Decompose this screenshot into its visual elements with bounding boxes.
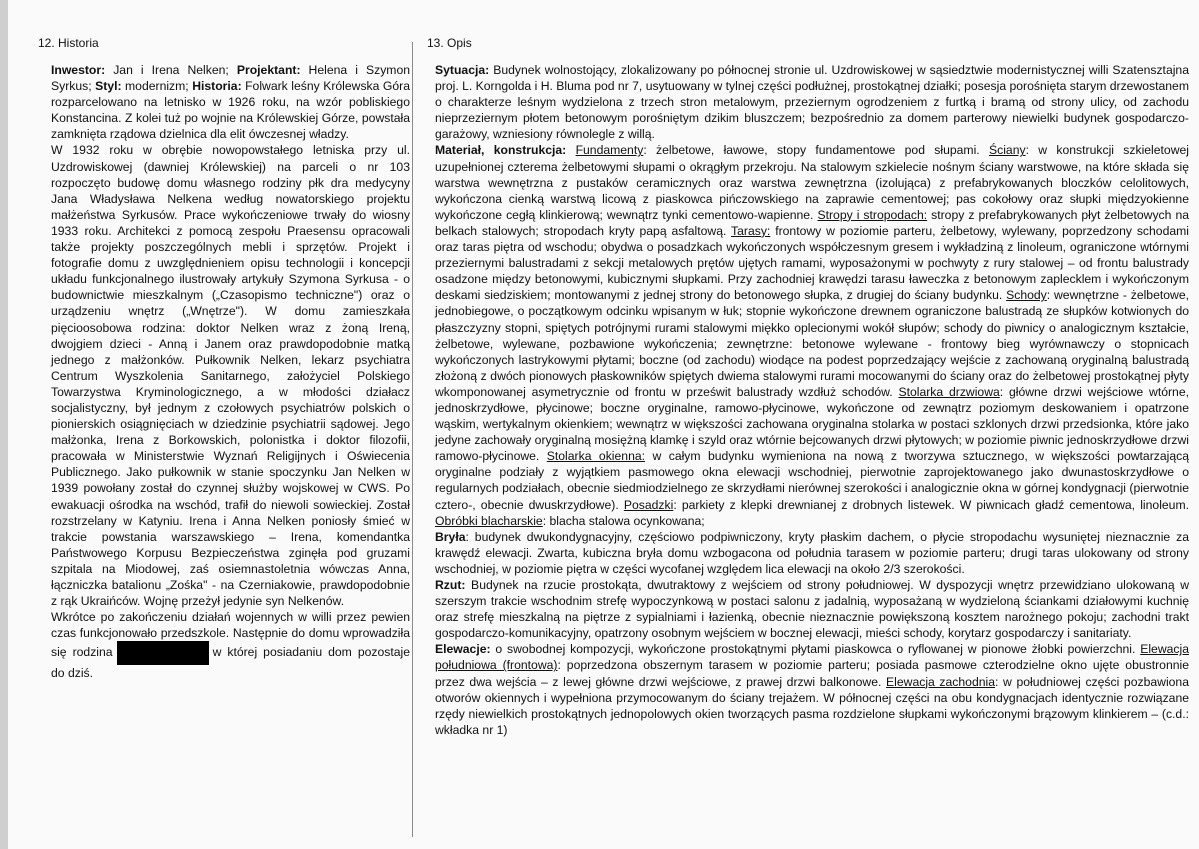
elewacje-text: o swobodnej kompozycji, wykończone prostokątnymi płytami piaskowca o ryflowanej w pionowe żłobki powierzchni. — [490, 642, 1141, 657]
label-fundamenty: Fundamenty — [575, 143, 644, 158]
history-paragraph-3 — [38, 609, 410, 681]
label-material: Materiał, konstrukcja: — [435, 143, 567, 158]
history-paragraph-3-start: Wkrótce po zakończeniu działań wojennych w willi przez pewien czas funkcjonowało przedszkole. Następnie do domu wprowadziła się rodzina — [51, 610, 410, 660]
label-elewacja-poludniowa: Elewacja południowa (frontowa) — [435, 642, 1189, 673]
label-obrobki: Obróbki blacharskie — [435, 513, 543, 528]
inwestor-value: Jan i Irena Nelken; — [105, 63, 237, 77]
label-rzut: Rzut: — [435, 578, 466, 592]
styl-value: modernizm; — [121, 79, 193, 94]
paragraph-material — [427, 142, 1189, 528]
column-divider — [412, 42, 413, 837]
history-paragraph-1 — [38, 62, 410, 142]
paragraph-rzut — [427, 577, 1189, 641]
bryla-text: : budynek dwukondygnacyjny, częściowo podpiwniczony, kryty płaskim dachem, o płycie stropodachu wysuniętej nieznacznie za krawędź elewacji. Zwarta, kubiczna bryła domu wzbogacona od południa tarasem w poziomie parteru; drugi taras ulokowany od strony wschodniej, w poziomie piętra w części wycofanej względem lica elewacji na około 2/3 szerokości. — [435, 529, 1189, 576]
label-stropy: Stropy i stropodach: — [817, 207, 928, 222]
tarasy-text: frontowy w poziomie parteru, żelbetowy, wylewany, poprzedzony schodami oraz taras piętra od wschodu; obydwa o posadzkach wykończonych współczesnym gresem i wykładziną z linoleum, ograniczone wtórnymi przeziernymi balustradami z sekcji metalowych prętów ujętych ramami, wyposażonymi w pochwyty z rury stalowej – od frontu balustrady osadzone między betonowymi, kubicznymi słupkami. Przy zachodniej krawędzi tarasu ławeczka z betonowym zaplecklem i wykończonym deskami siedziskiem; montowanymi z jednej strony do betonowego słupka, z drugiej do ściany budynku. — [435, 223, 1189, 303]
label-stolarka-okienna: Stolarka okienna: — [546, 449, 646, 464]
label-elewacja-zachodnia: Elewacja zachodnia — [886, 674, 995, 689]
paragraph-sytuacja — [427, 62, 1189, 142]
label-schody: Schody — [1006, 288, 1047, 303]
label-posadzki: Posadzki — [623, 497, 674, 512]
history-column — [38, 36, 410, 681]
label-inwestor: Inwestor: — [51, 63, 106, 77]
redaction-bar — [117, 641, 209, 665]
label-sciany: Ściany — [989, 143, 1026, 158]
obrobki-text: : blacha stalowa ocynkowana; — [542, 513, 705, 528]
fundamenty-text: : żelbetowe, ławowe, stopy fundamentowe pod słupami. — [643, 143, 989, 158]
label-elewacje: Elewacje: — [435, 642, 491, 657]
sciany-text: : w konstrukcji szkieletowej uzupełnionej czterema żelbetowymi słupami o okrągłym przekroju. Na stalowym szkielecie nośnym ściany warstwowe, na które składa się warstwa wewnętrzna z pustaków ceramicznych oraz warstwa zewnętrzna (izolująca) z prefabrykowanych bloczków celolitowych, wykończona cienką warstwą licową z piaskowca pińczowskiego na zaprawie cementowej; pas cokołowy oraz słupki międzyokienne wykończone cegłą klinkierową; wewnątrz tynki cementowo-wapienne. — [435, 143, 1189, 222]
posadzki-text: : parkiety z klepki drewnianej z drobnych listewek. W piwnicach gładź cementowa, linoleum. — [673, 497, 1189, 512]
section-heading-opis: 13. Opis — [427, 36, 472, 50]
stropy-text: stropy z prefabrykowanych płyt żelbetowych na belkach stalowych; stropodach kryty papą asfaltową. — [435, 207, 1190, 238]
schody-text: : wewnętrzne - żelbetowe, jednobiegowe, o początkowym odcinku wpisanym w łuk; stopnie wykończone drewnem ograniczone balustradą ze słupków kotwionych do płaszczyzny stopni, spiętych potrójnymi rurami stalowymi miękko oplecionymi wokół słupów; schody do piwnicy o analogicznym kształcie, żelbetowe, wylewane, pozbawione wykończenia; zewnętrzne: betonowe wylewane - frontowy bieg wyrównawczy o stopnicach wykończonych lastrykowymi płytami; boczne (od zachodu) wiodące na podest poprzedzający wejście z zachowaną oryginalną balustradą złożoną z dwóch pionowych płaskowników spiętych dwiema stalowymi rurami mocowanymi do ściany oraz do żelbetowej prostokątnej płyty wkomponowanej asymetrycznie od frontu w prześwit balustrady wzdłuż schodów. — [435, 288, 1189, 399]
elewacja-poludniowa-text: : poprzedzona obszernym tarasem w poziomie parteru; posiada pasmowe czterodzielne okno ujęte obustronnie przez dwa wejścia – z lewej główne drzwi wejściowe, z prawej drzwi balkonowe. — [435, 658, 1189, 689]
sytuacja-text: Budynek wolnostojący, zlokalizowany po północnej stronie ul. Uzdrowiskowej w sąsiedztwie modernistycznej willi Szatensztajna proj. L. Korngolda i H. Bluma pod nr 7, usytuowany w tylnej części podłużnej, prostokątnej działki; posesja porośnięta starym drzewostanem o charakterze leśnym wydzielona z trzech stron metalowym, przeziernym ogrodzeniem z furtką i bramą od strony ulicy, od zachodu nieprzeziernym płotem betonowym porośniętym dzikim bluszczem; bezpośrednio za domem parterowy niewielki budynek gospodarczo-garażowy, wzniesiony równolegle z willą. — [435, 63, 1189, 142]
rzut-text: Budynek na rzucie prostokąta, dwutraktowy z wejściem od strony południowej. W dyspozycji wnętrz przewidziano ulokowaną w szerszym trakcie wschodnim strefę wypoczynkową w postaci salonu z jadalnią, wyposażaną w wydzieloną ściankami działowymi kuchnię oraz strefę mieszkalną na piętrze z sypialniami i łazienką, obecnie nieznacznie powiększoną kosztem narożnego pokoju; zachodni trakt gospodarczo-komunikacyjny, opatrzony osobnym wejściem w bocznej elewacji, mieści schody, korytarz gospodarczy i sanitariaty. — [435, 578, 1189, 641]
label-projektant: Projektant: — [236, 63, 301, 77]
paragraph-elewacje — [427, 641, 1189, 738]
scan-edge — [0, 0, 8, 849]
description-column — [427, 36, 1189, 738]
paragraph-bryla — [427, 529, 1189, 577]
stolarka-okienna-text: w całym budynku wymieniona na nową z tworzywa sztucznego, w większości powtarzającą oryginalne podziały z wyjątkiem pasmowego okna elewacji wschodniej, pierwotnie zaprojektowanego jako dwunastoskrzydłowe o regularnych podziałach, obecnie siedmiodzielnego ze skrzydłami nierównej szerokości i analogicznie okna w górnej kondygnacji (pierwotnie cztero-, obecnie dwuskrzydłowe). — [435, 449, 1189, 512]
historia-value: Folwark leśny Królewska Góra rozparcelowano na letnisko w 1926 roku, na wzór pobliskiego Konstancina. Z kolei tuż po wojnie na Królewskiej Górze, powstała zamknięta rządowa dzielnica dla elit ówczesnej władzy. — [51, 79, 410, 142]
label-sytuacja: Sytuacja: — [435, 63, 490, 77]
label-tarasy: Tarasy: — [731, 223, 771, 238]
label-styl: Styl: — [95, 79, 122, 94]
label-bryla: Bryła — [435, 529, 466, 544]
section-heading-historia: 12. Historia — [38, 36, 99, 50]
history-paragraph-2: W 1932 roku w obrębie nowopowstałego letniska przy ul. Uzdrowiskowej (dawniej Królewskiej) na parceli o nr 103 rozpoczęto budowę domu własnego rodziny płk dra medycyny Jana Władysława Nelkena według nowatorskiego projektu małżeństwa Syrkusów. Prace wykończeniowe trwały do wiosny 1933 roku. Architekci z pomocą zespołu Praesensu opracowali także projekty poszczególnych mebli i sprzętów. Projekt i fotografie domu z uwzględnieniem opisu technologii i koncepcji układu funkcjonalnego ilustrowały artykuły Szymona Syrkusa - o budownictwie mieszkalnym („Czasopismo techniczne") oraz o urządzeniu wnętrz („Wnętrze"). W domu zamieszkała pięcioosobowa rodzina: doktor Nelken wraz z żoną Ireną, dwojgiem dzieci - Anną i Janem oraz prawdopodobnie matką jednego z małżonków. Pułkownik Nelken, lekarz psychiatra Centrum Wyszkolenia Sanitarnego, założyciel Polskiego Towarzystwa Kryminologicznego, a w młodości działacz socjalistyczny, był jednym z czołowych psychiatrów polskich o pionierskich osiągnięciach w dziedzinie psychiatrii sądowej. Jego małżonka, Irena z Borkowskich, polonistka i doktor filozofii, pracowała w Ministerstwie Wyznań Religijnych i Oświecenia Publicznego. Jako pułkownik w stanie spoczynku Jan Nelken w 1939 powołany został do czynnej służby wojskowej w CWS. Po ewakuacji ośrodka na wschód, trafił do niewoli sowieckiej. Został rozstrzelany w Katyniu. Irena i Anna Nelken poniosły śmieć w trakcie powstania warszawskiego – Irena, komendantka Państwowego Korpusu Bezpieczeństwa zginęła pod gruzami szpitala na Miodowej, zaś osiemnastoletnia wówczas Anna, łączniczka batalionu „Zośka" - na Czerniakowie, prawdopodobnie z rąk Ukraińców. Wojnę przeżył jedynie syn Nelkenów. — [51, 143, 410, 609]
label-historia: Historia: — [192, 79, 242, 94]
projektant-value: Helena i Szymon Syrkus; — [51, 63, 410, 94]
elewacja-zachodnia-text: : w południowej części pozbawiona otworów okiennych i wypełniona przymocowanym do ściany trejażem. W północnej części na obu kondygnacjach identycznie rozwiązane rzędy niewielkich prostokątnych jednopolowych okien tworzących pasma rozdzielone słupkami wykończonymi brązowym klinkierem – (c.d.: wkładka nr 1) — [435, 674, 1189, 737]
label-stolarka-drzwiowa: Stolarka drzwiowa — [898, 384, 1000, 399]
stolarka-drzwiowa-text: : główne drzwi wejściowe wtórne, jednoskrzydłowe, płycinowe; boczne oryginalne, ramowo-płycinowe, wykończone od zewnątrz poziomym deskowaniem i opatrzone wąskim, wertykalnym okienkiem; wewnątrz w większości zachowana oryginalna stolarka w postaci szklonych drzwi przedsionka, które jako jedyne zachowały oryginalną mosiężną klamkę i szyld oraz wtórnie bejcowanych drzwi płytowych; w poziomie piwnic jednoskrzydłowe drzwi ramowo-płycinowe. — [435, 384, 1189, 464]
history-paragraph-3-end: w której posiadaniu dom pozostaje do dziś. — [51, 645, 410, 681]
